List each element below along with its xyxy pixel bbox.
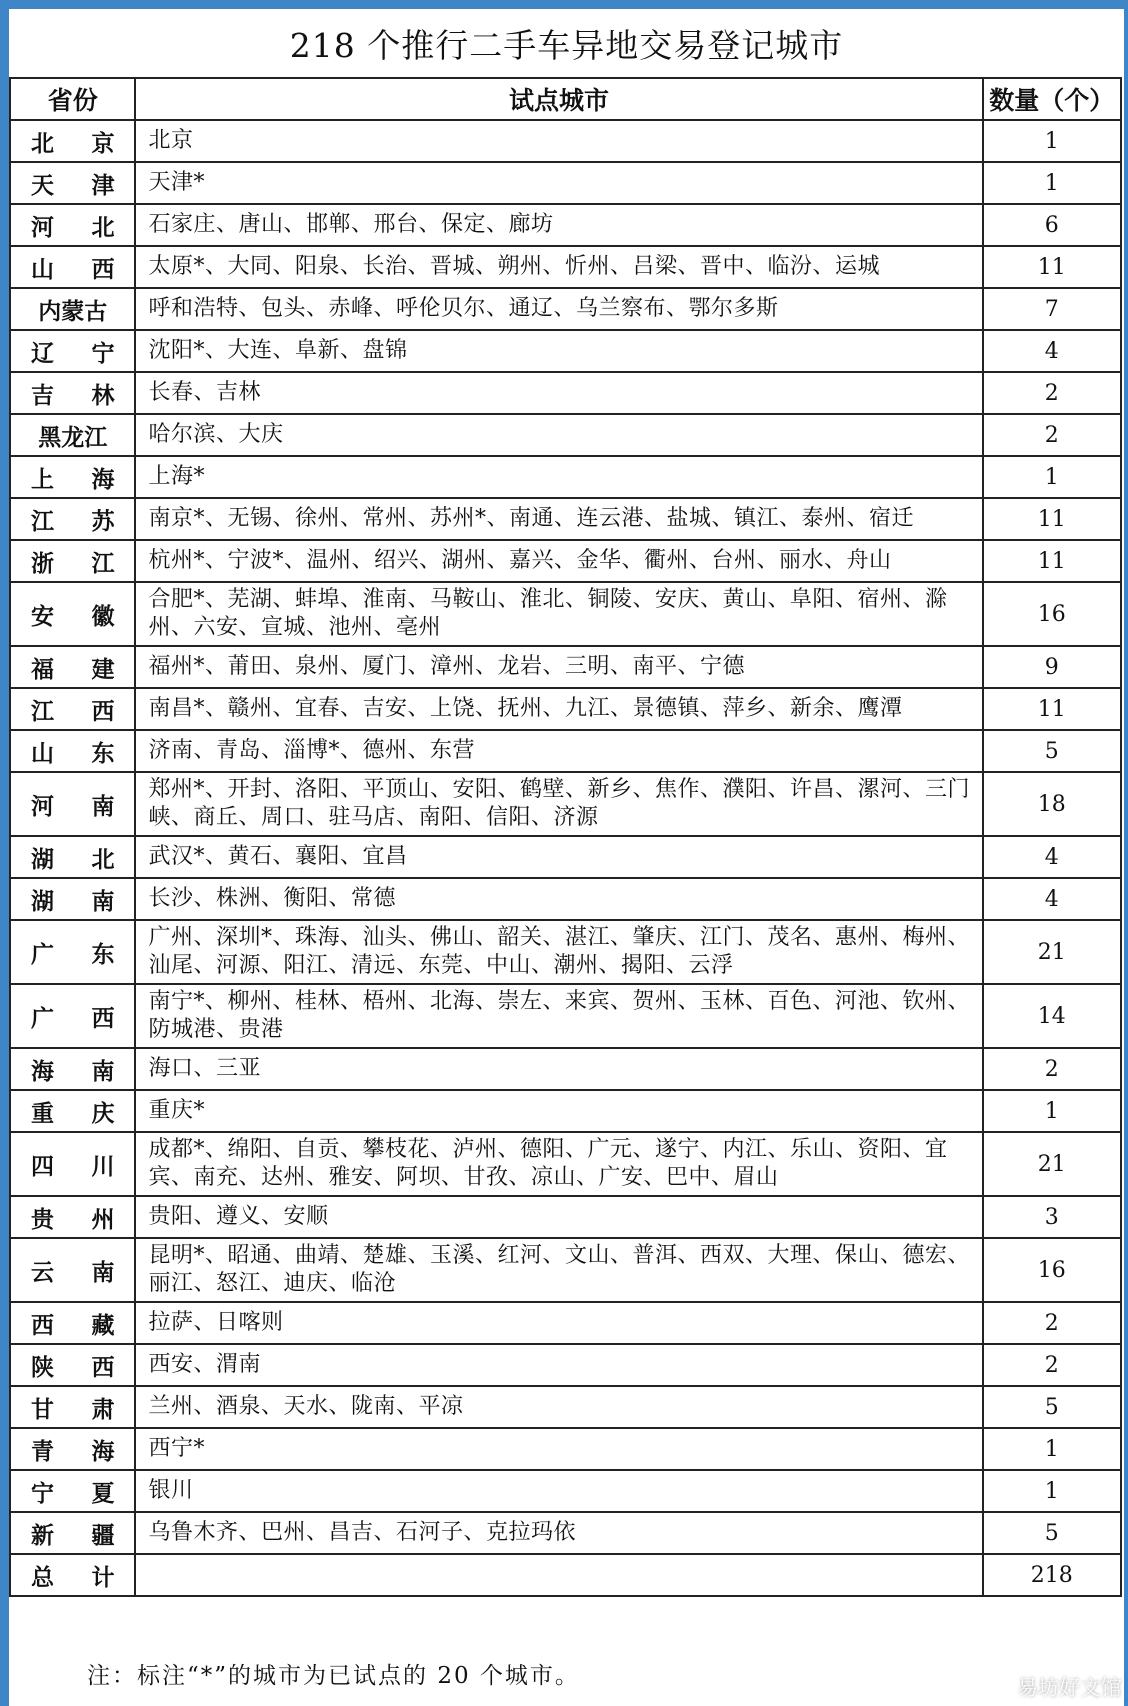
count-cell: 11 xyxy=(983,498,1121,540)
cities-cell: 兰州、酒泉、天水、陇南、平凉 xyxy=(135,1386,982,1428)
table-row xyxy=(10,1048,1121,1090)
table-row xyxy=(10,984,1121,1048)
cities-cell: 重庆* xyxy=(135,1090,982,1132)
count-cell: 218 xyxy=(983,1554,1121,1596)
count-cell: 1 xyxy=(983,1470,1121,1512)
count-cell: 1 xyxy=(983,1090,1121,1132)
cities-cell: 南昌*、赣州、宜春、吉安、上饶、抚州、九江、景德镇、萍乡、新余、鹰潭 xyxy=(135,688,982,730)
table-row xyxy=(10,646,1121,688)
count-cell: 9 xyxy=(983,646,1121,688)
cities-cell: 广州、深圳*、珠海、汕头、佛山、韶关、湛江、肇庆、江门、茂名、惠州、梅州、汕尾、河源、阳江、清远、东莞、中山、潮州、揭阳、云浮 xyxy=(135,920,982,984)
page-title: 218 个推行二手车异地交易登记城市 xyxy=(289,25,844,65)
cities-cell: 福州*、莆田、泉州、厦门、漳州、龙岩、三明、南平、宁德 xyxy=(135,646,982,688)
cities-cell: 南京*、无锡、徐州、常州、苏州*、南通、连云港、盐城、镇江、泰州、宿迁 xyxy=(135,498,982,540)
cities-cell: 贵阳、遵义、安顺 xyxy=(135,1196,982,1238)
cities-cell: 北京 xyxy=(135,120,982,162)
province-cell: 重 庆 xyxy=(10,1090,135,1132)
province-cell: 宁 夏 xyxy=(10,1470,135,1512)
count-cell: 11 xyxy=(983,540,1121,582)
table-row xyxy=(10,540,1121,582)
cities-cell: 长春、吉林 xyxy=(135,372,982,414)
table-row xyxy=(10,836,1121,878)
count-cell: 1 xyxy=(983,1428,1121,1470)
table-row xyxy=(10,920,1121,984)
table-row xyxy=(10,1238,1121,1302)
cities-cell: 石家庄、唐山、邯郸、邢台、保定、廊坊 xyxy=(135,204,982,246)
table-row xyxy=(10,1554,1121,1596)
count-cell: 5 xyxy=(983,1512,1121,1554)
table-row xyxy=(10,772,1121,836)
cities-cell: 济南、青岛、淄博*、德州、东营 xyxy=(135,730,982,772)
cities-cell: 合肥*、芜湖、蚌埠、淮南、马鞍山、淮北、铜陵、安庆、黄山、阜阳、宿州、滁州、六安、宣城、池州、亳州 xyxy=(135,582,982,646)
province-cell: 北 京 xyxy=(10,120,135,162)
count-cell: 4 xyxy=(983,878,1121,920)
province-cell: 湖 南 xyxy=(10,878,135,920)
count-cell: 1 xyxy=(983,456,1121,498)
cities-cell: 上海* xyxy=(135,456,982,498)
province-cell: 浙 江 xyxy=(10,540,135,582)
cities-cell: 武汉*、黄石、襄阳、宜昌 xyxy=(135,836,982,878)
count-cell: 11 xyxy=(983,246,1121,288)
cities-cell: 哈尔滨、大庆 xyxy=(135,414,982,456)
cities-cell: 西宁* xyxy=(135,1428,982,1470)
table-row xyxy=(10,330,1121,372)
count-cell: 21 xyxy=(983,920,1121,984)
count-cell: 18 xyxy=(983,772,1121,836)
province-cell: 海 南 xyxy=(10,1048,135,1090)
province-cell: 河 南 xyxy=(10,772,135,836)
cities-cell: 成都*、绵阳、自贡、攀枝花、泸州、德阳、广元、遂宁、内江、乐山、资阳、宜宾、南充、达州、雅安、阿坝、甘孜、凉山、广安、巴中、眉山 xyxy=(135,1132,982,1196)
count-cell: 2 xyxy=(983,1048,1121,1090)
table-row xyxy=(10,1090,1121,1132)
count-cell: 6 xyxy=(983,204,1121,246)
table-row xyxy=(10,372,1121,414)
table-row xyxy=(10,1196,1121,1238)
province-cell: 甘 肃 xyxy=(10,1386,135,1428)
province-cell: 安 徽 xyxy=(10,582,135,646)
table-row xyxy=(10,1512,1121,1554)
province-cell: 四 川 xyxy=(10,1132,135,1196)
province-cell: 河 北 xyxy=(10,204,135,246)
table-row xyxy=(10,456,1121,498)
count-cell: 4 xyxy=(983,330,1121,372)
table-row xyxy=(10,582,1121,646)
count-cell: 2 xyxy=(983,372,1121,414)
province-cell: 湖 北 xyxy=(10,836,135,878)
province-cell: 西 藏 xyxy=(10,1302,135,1344)
table-row xyxy=(10,1344,1121,1386)
table-row xyxy=(10,1302,1121,1344)
count-cell: 5 xyxy=(983,730,1121,772)
cities-cell: 昆明*、昭通、曲靖、楚雄、玉溪、红河、文山、普洱、西双、大理、保山、德宏、丽江、怒江、迪庆、临沧 xyxy=(135,1238,982,1302)
cities-cell: 杭州*、宁波*、温州、绍兴、湖州、嘉兴、金华、衢州、台州、丽水、舟山 xyxy=(135,540,982,582)
header-cities: 试点城市 xyxy=(135,78,982,120)
count-cell: 14 xyxy=(983,984,1121,1048)
count-cell: 2 xyxy=(983,1302,1121,1344)
province-cell: 江 苏 xyxy=(10,498,135,540)
cities-cell: 郑州*、开封、洛阳、平顶山、安阳、鹤壁、新乡、焦作、濮阳、许昌、漯河、三门峡、商丘、周口、驻马店、南阳、信阳、济源 xyxy=(135,772,982,836)
count-cell: 1 xyxy=(983,120,1121,162)
province-cell: 内蒙古 xyxy=(10,288,135,330)
header-count: 数量（个） xyxy=(983,78,1121,120)
province-cell: 黑龙江 xyxy=(10,414,135,456)
count-cell: 7 xyxy=(983,288,1121,330)
cities-cell: 乌鲁木齐、巴州、昌吉、石河子、克拉玛依 xyxy=(135,1512,982,1554)
table-row xyxy=(10,1428,1121,1470)
table-row xyxy=(10,1470,1121,1512)
province-cell: 辽 宁 xyxy=(10,330,135,372)
table-row xyxy=(10,120,1121,162)
province-cell: 上 海 xyxy=(10,456,135,498)
cities-cell: 长沙、株洲、衡阳、常德 xyxy=(135,878,982,920)
cities-cell: 沈阳*、大连、阜新、盘锦 xyxy=(135,330,982,372)
table-row xyxy=(10,288,1121,330)
cities-cell: 天津* xyxy=(135,162,982,204)
province-cell: 贵 州 xyxy=(10,1196,135,1238)
cities-cell: 南宁*、柳州、桂林、梧州、北海、崇左、来宾、贺州、玉林、百色、河池、钦州、防城港、贵港 xyxy=(135,984,982,1048)
footnote: 注：标注“*”的城市为已试点的 20 个城市。 xyxy=(87,1663,580,1689)
province-cell: 福 建 xyxy=(10,646,135,688)
province-cell: 山 东 xyxy=(10,730,135,772)
province-cell: 山 西 xyxy=(10,246,135,288)
table-row xyxy=(10,688,1121,730)
count-cell: 2 xyxy=(983,1344,1121,1386)
province-cell: 陕 西 xyxy=(10,1344,135,1386)
table-row xyxy=(10,498,1121,540)
count-cell: 11 xyxy=(983,688,1121,730)
cities-cell: 西安、渭南 xyxy=(135,1344,982,1386)
table-row xyxy=(10,1386,1121,1428)
cities-cell: 拉萨、日喀则 xyxy=(135,1302,982,1344)
table-row xyxy=(10,162,1121,204)
count-cell: 1 xyxy=(983,162,1121,204)
cities-cell: 银川 xyxy=(135,1470,982,1512)
province-cell: 青 海 xyxy=(10,1428,135,1470)
table-row xyxy=(10,246,1121,288)
count-cell: 16 xyxy=(983,1238,1121,1302)
table-row xyxy=(10,878,1121,920)
count-cell: 16 xyxy=(983,582,1121,646)
table-row xyxy=(10,204,1121,246)
cities-cell xyxy=(135,1554,982,1596)
province-cell: 新 疆 xyxy=(10,1512,135,1554)
table-body xyxy=(10,120,1121,1596)
table-header-row xyxy=(10,78,1121,120)
cities-cell: 太原*、大同、阳泉、长治、晋城、朔州、忻州、吕梁、晋中、临汾、运城 xyxy=(135,246,982,288)
province-cell: 广 东 xyxy=(10,920,135,984)
province-cell: 广 西 xyxy=(10,984,135,1048)
count-cell: 3 xyxy=(983,1196,1121,1238)
province-cell: 吉 林 xyxy=(10,372,135,414)
document-sheet xyxy=(9,9,1124,1706)
cities-cell: 呼和浩特、包头、赤峰、呼伦贝尔、通辽、乌兰察布、鄂尔多斯 xyxy=(135,288,982,330)
table-row xyxy=(10,1132,1121,1196)
count-cell: 21 xyxy=(983,1132,1121,1196)
count-cell: 4 xyxy=(983,836,1121,878)
table-row xyxy=(10,414,1121,456)
province-cell: 天 津 xyxy=(10,162,135,204)
province-cell: 云 南 xyxy=(10,1238,135,1302)
header-province: 省份 xyxy=(10,78,135,120)
pilot-cities-table xyxy=(9,77,1122,1597)
watermark-text: 易坊好文馆 xyxy=(1017,1676,1122,1700)
province-cell: 总 计 xyxy=(10,1554,135,1596)
province-cell: 江 西 xyxy=(10,688,135,730)
cities-cell: 海口、三亚 xyxy=(135,1048,982,1090)
count-cell: 5 xyxy=(983,1386,1121,1428)
table-row xyxy=(10,730,1121,772)
count-cell: 2 xyxy=(983,414,1121,456)
